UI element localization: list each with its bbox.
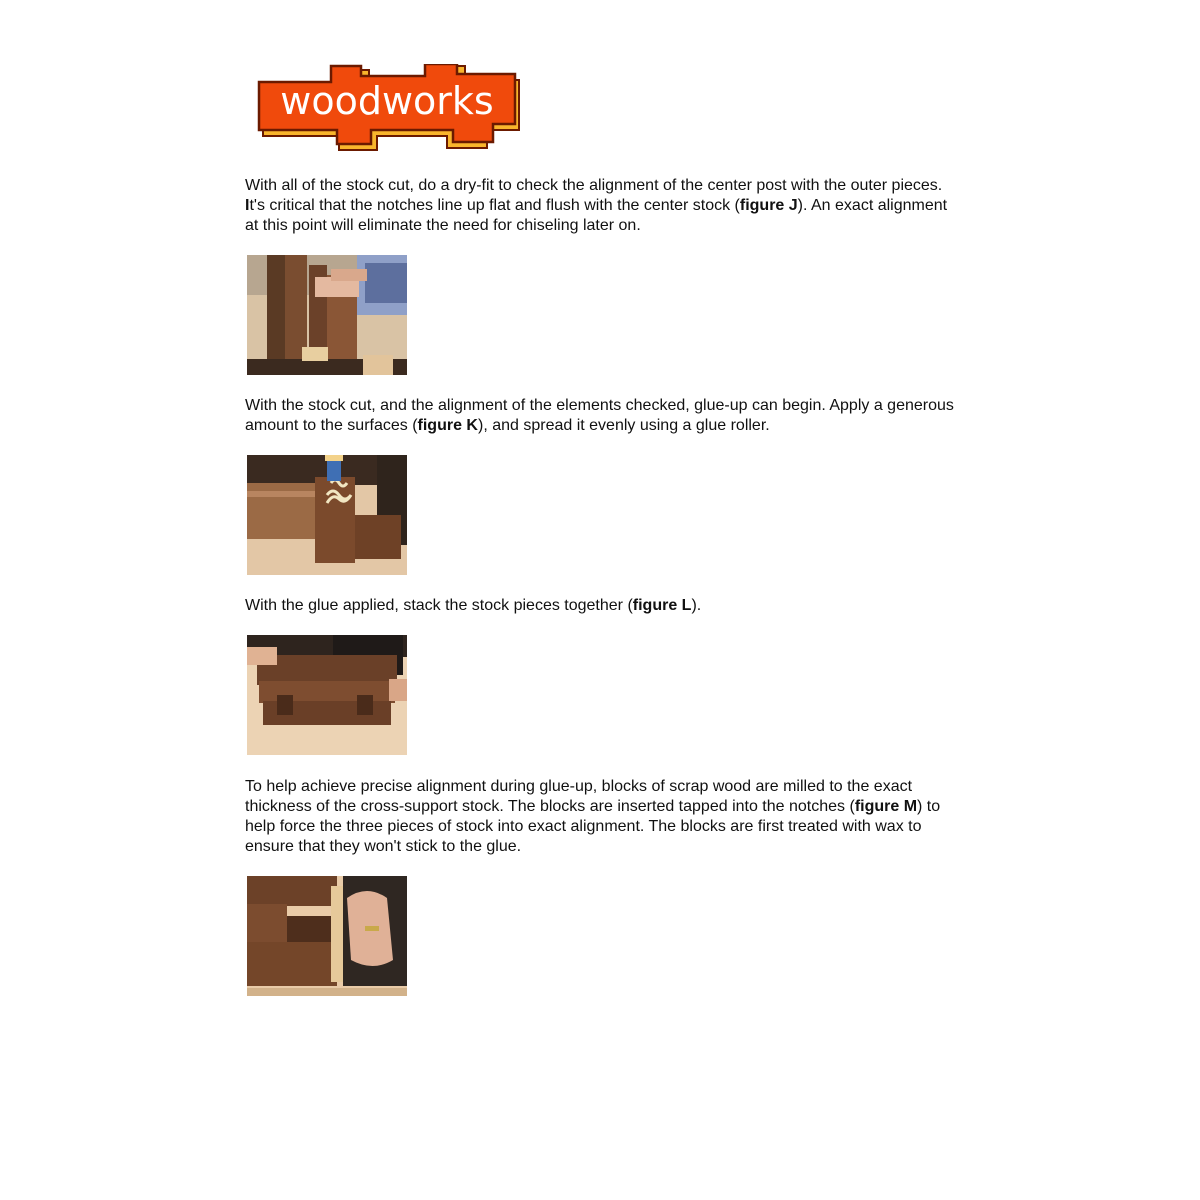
- paragraph-text: To help achieve precise alignment during glue-up, blocks of scrap wood are milled to the exact thickness of the cross-support stock. The blocks are inserted tapped into the notches (: [245, 778, 913, 815]
- paragraph-text: ) to help force the three pieces of stock into exact alignment. The blocks are first treated with wax to ensure that they won't stick to the glue.: [245, 798, 941, 855]
- logo-text: woodworks: [280, 79, 494, 123]
- paragraph-stack: [245, 596, 960, 616]
- figure-k-reference: figure K: [417, 417, 478, 434]
- paragraph-text: ), and spread it evenly using a glue roller.: [477, 417, 770, 434]
- paragraph-glue-up: [245, 396, 960, 436]
- figure-m-reference: figure M: [854, 798, 918, 815]
- paragraph-text: t's critical that the notches line up flat and flush with the center stock (: [249, 197, 740, 214]
- figure-m-photo: [247, 876, 407, 996]
- figure-l-reference: figure L: [632, 597, 692, 614]
- paragraph-alignment-blocks: [245, 777, 960, 857]
- woodworks-logo-icon: [257, 64, 525, 152]
- figure-l-photo: [247, 635, 407, 755]
- paragraph-bold-initial: I: [245, 197, 250, 214]
- woodworks-logo: [257, 64, 525, 152]
- figure-j-reference: figure J: [739, 197, 798, 214]
- paragraph-text: ).: [691, 597, 702, 614]
- photo-dry-fit-icon: [247, 255, 407, 375]
- paragraph-text: With the stock cut, and the alignment of the elements checked, glue-up can begin. Apply a generous amount to the surfaces (: [245, 397, 954, 434]
- photo-alignment-blocks-icon: [247, 876, 407, 996]
- figure-j-photo: [247, 255, 407, 375]
- photo-stacking-icon: [247, 635, 407, 755]
- photo-glue-applied-icon: [247, 455, 407, 575]
- paragraph-text: With the glue applied, stack the stock pieces together (: [245, 597, 633, 614]
- figure-k-photo: [247, 455, 407, 575]
- paragraph-text: With all of the stock cut, do a dry-fit to check the alignment of the center post with the outer pieces.: [245, 177, 943, 194]
- paragraph-dry-fit: [245, 176, 960, 236]
- paragraph-text: ). An exact alignment at this point will eliminate the need for chiseling later on.: [245, 197, 948, 234]
